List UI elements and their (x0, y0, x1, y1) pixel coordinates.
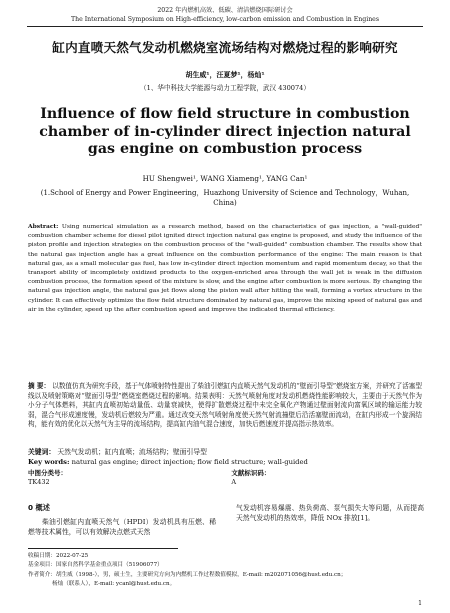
section-heading: 0 概述 (28, 503, 50, 512)
footnote-received: 收稿日期：2022-07-25 (28, 553, 89, 559)
en-abstract-text: Using numerical simulation as a research method, based on the characteristics of gas injection, a "wall-guided" combustion chamber scheme for diesel pilot ignited direct injection natural gas engine is proposed, and study the influence of the piston profile and injection strategies on the combustion process of the "wall-guided" combustion chamber. The results show that the natural gas injection angle has a great influence on the combustion performance of the engine: The main reason is that natural gas, as a small molecular gas fuel, has low in-cylinder direct injection momentum and rapid momentum decay, so that the transport ability of incompletely oxidized products to the oxygen-enriched area through the wall jet is weak in the diffusion combustion process, the formation speed of the mixture is slow, and the engine after combustion is more serious. By changing the natural gas injection angle, the natural gas jet flows along the piston wall after hitting the wall, forming a vortex structure in the cylinder. It can effectively optimize the flow field structure dominated by natural gas, improve the mixing speed of natural gas and air in the cylinder, speed up the after combustion speed and improve the indicated thermal efficiency. (28, 223, 423, 313)
footnote-corresponding: 杨灿（联系人），E-mail: ycanl@hust.edu.cn。 (52, 581, 176, 588)
en-title: Influence of flow field structure in combustion chamber of in-cylinder direct injection natural gas engine on combustion process (39, 106, 411, 157)
header-rule (27, 26, 423, 27)
running-header-en: The International Symposium on High-efficiency, low-carbon emission and Combustion in Engines (70, 15, 380, 23)
en-keywords-label: Key words: (28, 458, 70, 466)
doc-value: A (231, 478, 237, 486)
cn-abstract (28, 382, 422, 430)
clc-value: TK432 (28, 478, 50, 486)
en-authors: HU Shengwei¹, WANG Xiameng¹, YANG Can¹ (142, 174, 308, 183)
cn-keywords-text: 天然气发动机；缸内直喷；流场结构；壁面引导型 (57, 448, 207, 456)
cn-keywords-label: 关键词： (28, 448, 56, 456)
doc-code (231, 469, 422, 487)
en-affiliation: (1.School of Energy and Power Engineering，Huazhong University of Science and Technology，Wuhan, China) (40, 189, 410, 207)
cn-affiliation: （1、华中科技大学能源与动力工程学院，武汉 430074） (140, 84, 310, 92)
page-number: 1 (418, 600, 422, 607)
body-column-right (236, 503, 424, 523)
clc-label: 中图分类号： (28, 469, 67, 477)
footnote-fund: 基金项目：国家自然科学基金重点项目（51906077） (28, 562, 163, 569)
cn-abstract-text: 以数值仿真为研究手段，基于气体喷射特性提出了柴油引燃缸内直喷天然气发动机的“壁面引导型”燃烧室方案，并研究了活塞型线以及喷射策略对“壁面引导型”燃烧室燃烧过程的影响。结果表明：天然气喷射角度对发动机燃烧性能影响较大，主要由于天然气作为小分子气体燃料，其缸内直喷初始动量低、动量衰减快，使得扩散燃烧过程中未完全氧化产物通过壁面射流向富氧区域的输运能力较弱，混合气形成速度慢，发动机后燃较为严重。通过改变天然气喷射角度使天然气射流撞壁后沿活塞壁面流动，在缸内形成一个旋涡结构，能有效的优化以天然气为主导的流场结构，提高缸内油气混合速度，加快后燃速度并提高指示热效率。 (28, 382, 422, 429)
doc-label: 文献标识码： (231, 469, 271, 477)
clc-code (28, 469, 231, 487)
cn-abstract-label: 摘 要： (28, 382, 51, 390)
body-column-left (28, 503, 216, 538)
en-abstract (28, 222, 422, 314)
cn-keywords (28, 448, 422, 457)
footnotes (28, 552, 422, 590)
cn-authors: 胡生威¹，汪夏梦¹，杨灿¹ (185, 71, 265, 79)
running-header (0, 7, 450, 24)
en-keywords (28, 458, 422, 467)
en-abstract-label: Abstract: (28, 223, 59, 230)
cn-title: 缸内直喷天然气发动机燃烧室流场结构对燃烧过程的影响研究 (52, 40, 398, 55)
en-keywords-text: natural gas engine; direct injection; flow field structure; wall-guided (71, 458, 308, 466)
footnote-rule (28, 548, 178, 549)
classification-line (28, 469, 422, 487)
body-paragraph-left: 柴油引燃缸内直喷天然气（HPDI）发动机具有压燃、稀燃等技术属性，可以有效解决点燃式天然 (28, 518, 216, 537)
running-header-cn: 2022 年内燃机高效、低碳、清洁燃烧国际研讨会 (157, 7, 293, 14)
body-paragraph-right: 气发动机容易爆震、热负荷高、泵气损失大等问题，从而提高天然气发动机的热效率，降低 NOx 排放[1]。 (236, 504, 424, 523)
footnote-author-intro: 作者简介：胡生威（1998-），男，硕士生，主要研究方向为内燃机工作过程数值模拟，E-mail: m202071056@hust.edu.cn； (28, 571, 347, 578)
